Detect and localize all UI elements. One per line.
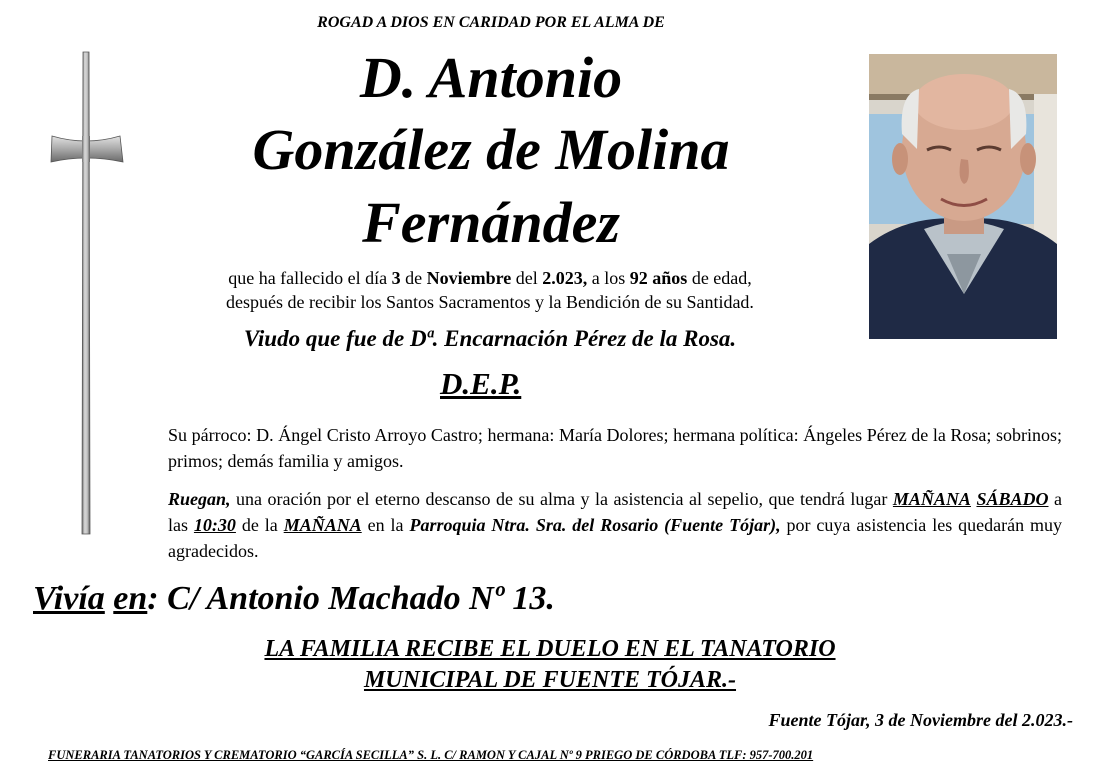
funeral-church: Parroquia Ntra. Sra. del Rosario (Fuente Tójar), bbox=[409, 515, 781, 535]
funeral-part-of-day: MAÑANA bbox=[283, 515, 362, 535]
funeral-day-2: SÁBADO bbox=[976, 489, 1049, 509]
death-notice-line-2: después de recibir los Santos Sacramentos y la Bendición de su Santidad. bbox=[226, 292, 754, 312]
death-month: Noviembre bbox=[426, 268, 512, 288]
death-day: 3 bbox=[391, 268, 401, 288]
widow-line: Viudo que fue de Dª. Encarnación Pérez de la Rosa. bbox=[243, 326, 737, 351]
dep-heading: D.E.P. bbox=[440, 366, 522, 401]
deceased-name-line-3: Fernández bbox=[362, 190, 620, 255]
death-notice-line-1: que ha fallecido el día 3 de Noviembre del 2.023, a los 92 años de edad, bbox=[228, 268, 752, 288]
ruegan-lead: Ruegan, bbox=[168, 489, 231, 509]
funeral-request: Ruegan, una oración por el eterno descanso de su alma y la asistencia al sepelio, que tendrá lugar MAÑANA SÁBADO a las 10:30 de la MAÑANA en la Parroquia Ntra. Sra. del Rosario (Fuente Tójar), por cuya asistencia les quedarán muy agradecidos. bbox=[168, 489, 1063, 561]
funeral-home-footer: FUNERARIA TANATORIOS Y CREMATORIO “GARCÍA SECILLA” S. L. C/ RAMON Y CAJAL Nº 9 PRIEGO DE CÓRDOBA TLF: 957-700.201 bbox=[48, 748, 814, 762]
place-date: Fuente Tójar, 3 de Noviembre del 2.023.- bbox=[768, 710, 1073, 730]
tanatorio-line-2: MUNICIPAL DE FUENTE TÓJAR.- bbox=[363, 667, 737, 693]
deceased-name-line-1: D. Antonio bbox=[359, 45, 623, 110]
deceased-photo bbox=[869, 54, 1057, 339]
tanatorio-notice bbox=[120, 634, 980, 696]
death-notice bbox=[140, 266, 840, 314]
funeral-time: 10:30 bbox=[193, 515, 236, 535]
header-text: ROGAD A DIOS EN CARIDAD POR EL ALMA DE bbox=[317, 14, 665, 31]
funeral-day-1: MAÑANA bbox=[892, 489, 971, 509]
family-list: Su párroco: D. Ángel Cristo Arroyo Castro; hermana: María Dolores; hermana política: Ángeles Pérez de la Rosa; sobrinos; primos; demás familia y amigos. bbox=[168, 425, 1062, 471]
death-year: 2.023, bbox=[542, 268, 588, 288]
deceased-name-line-2: González de Molina bbox=[252, 117, 730, 182]
residence-address: Vivía en: C/ Antonio Machado Nº 13. bbox=[33, 580, 555, 617]
tanatorio-line-1: LA FAMILIA RECIBE EL DUELO EN EL TANATORIO bbox=[264, 636, 836, 662]
death-age: 92 años bbox=[629, 268, 688, 288]
